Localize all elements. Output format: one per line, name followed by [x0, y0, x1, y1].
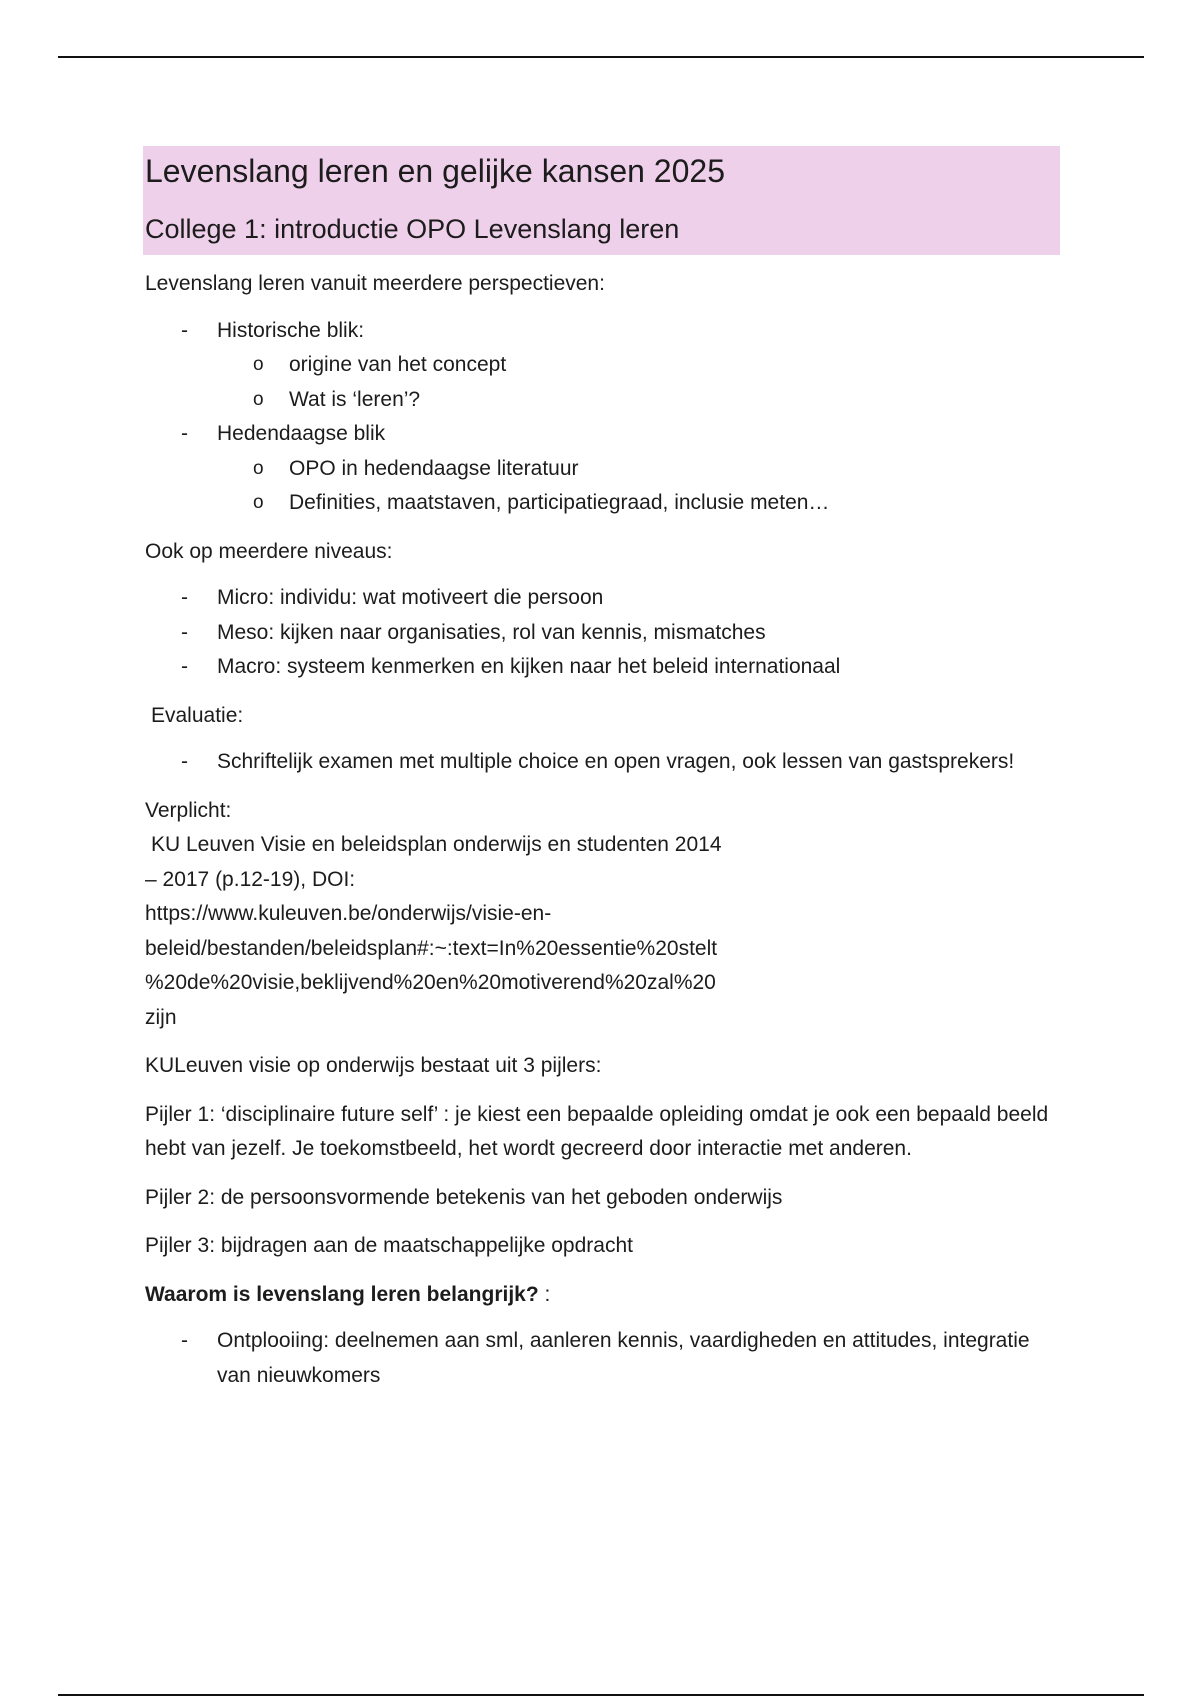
list-item	[145, 745, 1060, 780]
levels-list	[145, 581, 1060, 685]
required-line: – 2017 (p.12-19), DOI:	[145, 867, 356, 891]
list-item	[145, 616, 1060, 651]
required-reading	[145, 794, 1060, 1036]
why-heading: Waarom is levenslang leren belangrijk?	[145, 1282, 539, 1306]
dash-bullet: -	[181, 422, 188, 445]
required-link-line[interactable]: https://www.kuleuven.be/onderwijs/visie-en-	[145, 902, 552, 925]
document-body	[145, 146, 1060, 1393]
list-item	[145, 417, 1060, 521]
why-heading-line	[145, 1278, 1060, 1313]
perspectives-intro: Levenslang leren vanuit meerdere perspectieven:	[145, 272, 605, 295]
list-item-text: Ontplooiing: deelnemen aan sml, aanleren kennis, vaardigheden en attitudes, integratie van nieuwkomers	[217, 1329, 1030, 1387]
list-item	[145, 314, 1060, 418]
sub-list-item	[217, 348, 1060, 383]
why-list	[145, 1324, 1060, 1393]
document-title: Levenslang leren en gelijke kansen 2025	[145, 153, 725, 189]
required-link-line[interactable]: zijn	[145, 1005, 177, 1029]
list-item-text: Micro: individu: wat motiveert die persoon	[217, 586, 604, 609]
sub-list	[217, 452, 1060, 521]
list-item-text: Macro: systeem kenmerken en kijken naar het beleid internationaal	[217, 655, 841, 678]
evaluation-intro: Evaluatie:	[151, 703, 244, 727]
levels-intro: Ook op meerdere niveaus:	[145, 539, 393, 563]
sub-list-item-text: origine van het concept	[289, 353, 507, 376]
sub-list-item	[217, 452, 1060, 487]
pillar-1: Pijler 1: ‘disciplinaire future self’ : je kiest een bepaalde opleiding omdat je ook een bepaald beeld hebt van jezelf. Je toekomstbeeld, het wordt gecreerd door interactie met anderen.	[145, 1102, 1049, 1160]
sub-list-item-text: OPO in hedendaagse literatuur	[289, 456, 579, 480]
pillar-3: Pijler 3: bijdragen aan de maatschappelijke opdracht	[145, 1234, 633, 1257]
dash-bullet: -	[181, 750, 188, 773]
list-item	[145, 581, 1060, 616]
bottom-rule	[58, 1694, 1144, 1696]
top-rule	[58, 56, 1144, 58]
sub-list	[217, 348, 1060, 417]
required-intro: Verplicht:	[145, 798, 232, 822]
sub-list-item-text: Definities, maatstaven, participatiegraad, inclusie meten…	[289, 491, 830, 514]
dash-bullet: -	[181, 586, 188, 609]
document-subtitle: College 1: introductie OPO Levenslang leren	[145, 214, 680, 244]
list-item	[145, 650, 1060, 685]
list-item-label: Historische blik:	[217, 318, 365, 342]
title-block	[143, 146, 1060, 255]
list-item-text: Meso: kijken naar organisaties, rol van kennis, mismatches	[217, 620, 766, 644]
dash-bullet: -	[181, 1329, 188, 1352]
sub-list-item-text: Wat is ‘leren’?	[289, 387, 421, 411]
required-link-line[interactable]: %20de%20visie,beklijvend%20en%20motiverend%20zal%20	[145, 971, 716, 994]
circle-bullet: o	[253, 457, 264, 479]
list-item-label: Hedendaagse blik	[217, 422, 386, 445]
sub-list-item	[217, 486, 1060, 521]
required-line: KU Leuven Visie en beleidsplan onderwijs en studenten 2014	[151, 833, 722, 856]
dash-bullet: -	[181, 655, 188, 678]
why-heading-suffix: :	[538, 1282, 551, 1306]
dash-bullet: -	[181, 318, 188, 342]
perspectives-list	[145, 314, 1060, 521]
dash-bullet: -	[181, 620, 188, 644]
pillar-2: Pijler 2: de persoonsvormende betekenis van het geboden onderwijs	[145, 1185, 783, 1209]
circle-bullet: o	[253, 354, 264, 375]
circle-bullet: o	[253, 492, 264, 513]
required-link-line[interactable]: beleid/bestanden/beleidsplan#:~:text=In%20essentie%20stelt	[145, 936, 718, 960]
list-item	[145, 1324, 1060, 1393]
pillars-intro: KULeuven visie op onderwijs bestaat uit 3 pijlers:	[145, 1054, 602, 1077]
circle-bullet: o	[253, 388, 264, 410]
evaluation-list	[145, 745, 1060, 780]
list-item-text: Schriftelijk examen met multiple choice en open vragen, ook lessen van gastsprekers!	[217, 750, 1015, 773]
sub-list-item	[217, 383, 1060, 418]
